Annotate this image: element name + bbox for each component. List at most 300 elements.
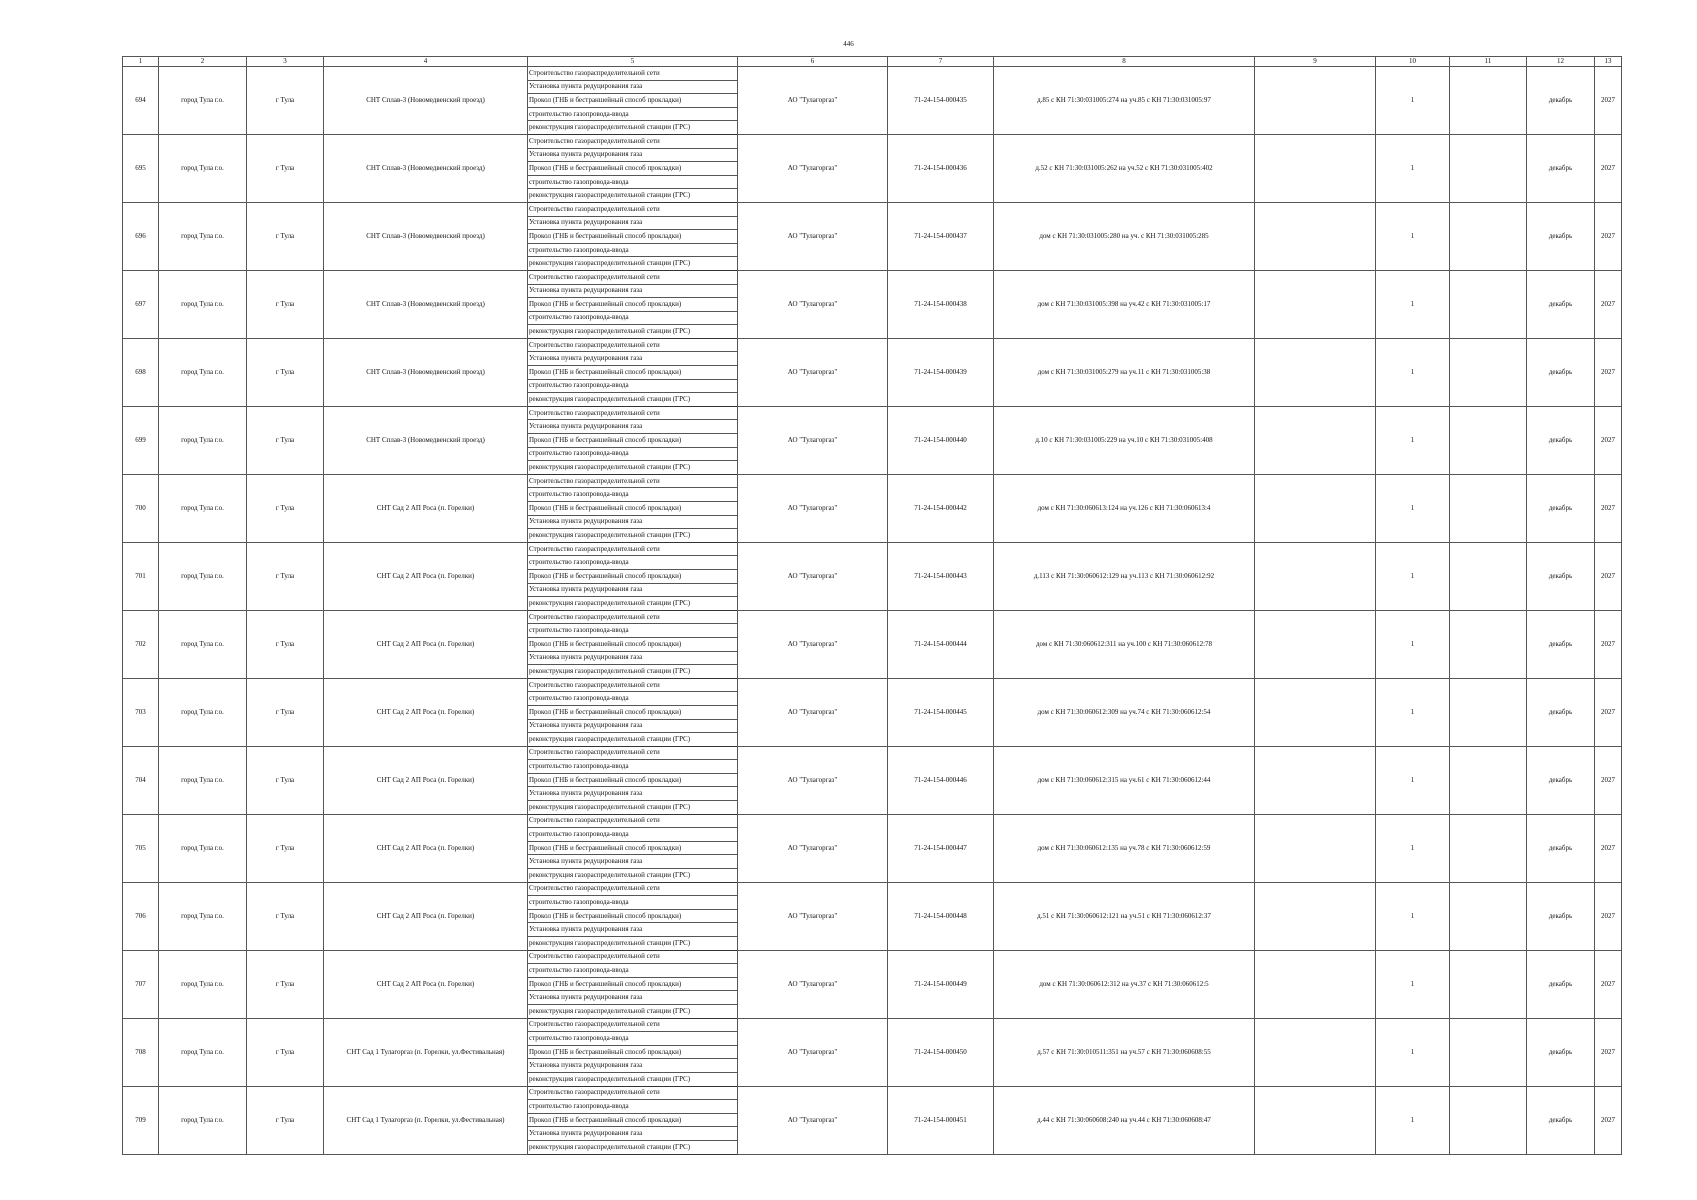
table-row (123, 950, 1622, 964)
work-item-cell: Прокол (ГНБ и бестраншейный способ прокладки) (528, 909, 738, 923)
column-11-cell (1450, 270, 1527, 338)
work-item-cell: реконструкция газораспределительной станции (ГРС) (528, 257, 738, 271)
object-cell: СНТ Сплав-3 (Новомедвенский проезд) (324, 406, 528, 474)
work-item-cell: Строительство газораспределительной сети (528, 542, 738, 556)
month-cell: декабрь (1527, 610, 1595, 678)
column-9-cell (1255, 134, 1376, 202)
municipality-cell: город Тула г.о. (159, 202, 247, 270)
header-cell: 5 (528, 57, 738, 67)
year-cell: 2027 (1595, 406, 1622, 474)
object-cell: СНТ Сплав-3 (Новомедвенский проезд) (324, 67, 528, 135)
municipality-cell: город Тула г.о. (159, 746, 247, 814)
column-11-cell (1450, 678, 1527, 746)
year-cell: 2027 (1595, 1018, 1622, 1086)
work-item-cell: Установка пункта редуцирования газа (528, 923, 738, 937)
month-cell: декабрь (1527, 474, 1595, 542)
year-cell: 2027 (1595, 950, 1622, 1018)
work-item-cell: Установка пункта редуцирования газа (528, 216, 738, 230)
header-cell: 8 (994, 57, 1255, 67)
municipality-cell: город Тула г.о. (159, 1086, 247, 1154)
table-row (123, 1086, 1622, 1100)
work-item-cell: Установка пункта редуцирования газа (528, 148, 738, 162)
work-item-cell: Установка пункта редуцирования газа (528, 80, 738, 94)
quantity-cell: 1 (1376, 542, 1450, 610)
address-cell: дом с КН 71:30:060612:315 на уч.61 с КН 71:30:060612:44 (994, 746, 1255, 814)
object-cell: СНТ Сад 1 Тулагоргаз (п. Горелки, ул.Фестивальная) (324, 1018, 528, 1086)
quantity-cell: 1 (1376, 338, 1450, 406)
work-item-cell: реконструкция газораспределительной станции (ГРС) (528, 937, 738, 951)
work-item-cell: Строительство газораспределительной сети (528, 882, 738, 896)
column-11-cell (1450, 610, 1527, 678)
object-cell: СНТ Сад 2 АП Роса (п. Горелки) (324, 950, 528, 1018)
application-code-cell: 71-24-154-000442 (888, 474, 994, 542)
quantity-cell: 1 (1376, 406, 1450, 474)
page-number: 446 (843, 40, 854, 48)
work-item-cell: Прокол (ГНБ и бестраншейный способ прокладки) (528, 977, 738, 991)
work-item-cell: Строительство газораспределительной сети (528, 746, 738, 760)
column-9-cell (1255, 950, 1376, 1018)
table-row (123, 406, 1622, 420)
column-9-cell (1255, 542, 1376, 610)
work-item-cell: реконструкция газораспределительной станции (ГРС) (528, 189, 738, 203)
work-item-cell: реконструкция газораспределительной станции (ГРС) (528, 461, 738, 475)
table-row (123, 746, 1622, 760)
work-item-cell: строительство газопровода-ввода (528, 896, 738, 910)
organization-cell: АО "Тулагоргаз" (738, 1018, 888, 1086)
header-cell: 13 (1595, 57, 1622, 67)
work-item-cell: строительство газопровода-ввода (528, 175, 738, 189)
address-cell: дом с КН 71:30:060612:312 на уч.37 с КН 71:30:060612:5 (994, 950, 1255, 1018)
work-item-cell: Установка пункта редуцирования газа (528, 1059, 738, 1073)
quantity-cell: 1 (1376, 202, 1450, 270)
header-row (123, 57, 1622, 67)
column-9-cell (1255, 1086, 1376, 1154)
row-number-cell: 696 (123, 202, 159, 270)
work-item-cell: Установка пункта редуцирования газа (528, 651, 738, 665)
column-9-cell (1255, 202, 1376, 270)
work-item-cell: реконструкция газораспределительной станции (ГРС) (528, 801, 738, 815)
column-9-cell (1255, 882, 1376, 950)
object-cell: СНТ Сад 2 АП Роса (п. Горелки) (324, 814, 528, 882)
municipality-cell: город Тула г.о. (159, 814, 247, 882)
table-row (123, 814, 1622, 828)
locality-cell: г Тула (247, 67, 324, 135)
work-item-cell: Строительство газораспределительной сети (528, 474, 738, 488)
row-number-cell: 699 (123, 406, 159, 474)
work-item-cell: Установка пункта редуцирования газа (528, 284, 738, 298)
column-11-cell (1450, 474, 1527, 542)
table-row (123, 134, 1622, 148)
year-cell: 2027 (1595, 882, 1622, 950)
work-item-cell: Строительство газораспределительной сети (528, 134, 738, 148)
application-code-cell: 71-24-154-000446 (888, 746, 994, 814)
work-item-cell: реконструкция газораспределительной станции (ГРС) (528, 393, 738, 407)
application-code-cell: 71-24-154-000436 (888, 134, 994, 202)
municipality-cell: город Тула г.о. (159, 1018, 247, 1086)
work-item-cell: строительство газопровода-ввода (528, 1100, 738, 1114)
table-row (123, 882, 1622, 896)
row-number-cell: 707 (123, 950, 159, 1018)
organization-cell: АО "Тулагоргаз" (738, 950, 888, 1018)
work-item-cell: строительство газопровода-ввода (528, 447, 738, 461)
header-cell: 12 (1527, 57, 1595, 67)
work-item-cell: Строительство газораспределительной сети (528, 202, 738, 216)
application-code-cell: 71-24-154-000445 (888, 678, 994, 746)
quantity-cell: 1 (1376, 1086, 1450, 1154)
header-cell: 1 (123, 57, 159, 67)
row-number-cell: 708 (123, 1018, 159, 1086)
locality-cell: г Тула (247, 406, 324, 474)
work-item-cell: Строительство газораспределительной сети (528, 1018, 738, 1032)
address-cell: дом с КН 71:30:060612:309 на уч.74 с КН 71:30:060612:54 (994, 678, 1255, 746)
row-number-cell: 700 (123, 474, 159, 542)
row-number-cell: 709 (123, 1086, 159, 1154)
application-code-cell: 71-24-154-000438 (888, 270, 994, 338)
work-item-cell: реконструкция газораспределительной станции (ГРС) (528, 733, 738, 747)
work-item-cell: Установка пункта редуцирования газа (528, 515, 738, 529)
municipality-cell: город Тула г.о. (159, 950, 247, 1018)
object-cell: СНТ Сад 2 АП Роса (п. Горелки) (324, 474, 528, 542)
work-item-cell: Строительство газораспределительной сети (528, 338, 738, 352)
header-cell: 3 (247, 57, 324, 67)
address-cell: д.10 с КН 71:30:031005:229 на уч.10 с КН 71:30:031005:408 (994, 406, 1255, 474)
application-code-cell: 71-24-154-000437 (888, 202, 994, 270)
header-cell: 11 (1450, 57, 1527, 67)
quantity-cell: 1 (1376, 67, 1450, 135)
work-item-cell: Прокол (ГНБ и бестраншейный способ прокладки) (528, 162, 738, 176)
work-item-cell: Строительство газораспределительной сети (528, 1086, 738, 1100)
object-cell: СНТ Сад 2 АП Роса (п. Горелки) (324, 610, 528, 678)
application-code-cell: 71-24-154-000448 (888, 882, 994, 950)
work-item-cell: строительство газопровода-ввода (528, 760, 738, 774)
address-cell: дом с КН 71:30:060612:135 на уч.78 с КН 71:30:060612:59 (994, 814, 1255, 882)
column-11-cell (1450, 338, 1527, 406)
work-item-cell: Прокол (ГНБ и бестраншейный способ прокладки) (528, 230, 738, 244)
month-cell: декабрь (1527, 678, 1595, 746)
work-item-cell: реконструкция газораспределительной станции (ГРС) (528, 1072, 738, 1086)
quantity-cell: 1 (1376, 950, 1450, 1018)
address-cell: дом с КН 71:30:060612:311 на уч.100 с КН 71:30:060612:78 (994, 610, 1255, 678)
month-cell: декабрь (1527, 814, 1595, 882)
application-code-cell: 71-24-154-000450 (888, 1018, 994, 1086)
address-cell: дом с КН 71:30:060613:124 на уч.126 с КН 71:30:060613:4 (994, 474, 1255, 542)
quantity-cell: 1 (1376, 610, 1450, 678)
table-row (123, 202, 1622, 216)
work-item-cell: Строительство газораспределительной сети (528, 67, 738, 81)
column-11-cell (1450, 1018, 1527, 1086)
locality-cell: г Тула (247, 134, 324, 202)
column-9-cell (1255, 270, 1376, 338)
address-cell: д.85 с КН 71:30:031005:274 на уч.85 с КН 71:30:031005:97 (994, 67, 1255, 135)
work-item-cell: Прокол (ГНБ и бестраншейный способ прокладки) (528, 705, 738, 719)
month-cell: декабрь (1527, 1086, 1595, 1154)
quantity-cell: 1 (1376, 270, 1450, 338)
header-cell: 7 (888, 57, 994, 67)
quantity-cell: 1 (1376, 814, 1450, 882)
work-item-cell: строительство газопровода-ввода (528, 624, 738, 638)
year-cell: 2027 (1595, 67, 1622, 135)
month-cell: декабрь (1527, 202, 1595, 270)
object-cell: СНТ Сад 1 Тулагоргаз (п. Горелки, ул.Фестивальная) (324, 1086, 528, 1154)
address-cell: д.44 с КН 71:30:060608:240 на уч.44 с КН 71:30:060608:47 (994, 1086, 1255, 1154)
table-row (123, 610, 1622, 624)
column-9-cell (1255, 610, 1376, 678)
header-cell: 2 (159, 57, 247, 67)
month-cell: декабрь (1527, 950, 1595, 1018)
column-9-cell (1255, 338, 1376, 406)
object-cell: СНТ Сплав-3 (Новомедвенский проезд) (324, 134, 528, 202)
year-cell: 2027 (1595, 542, 1622, 610)
month-cell: декабрь (1527, 542, 1595, 610)
application-code-cell: 71-24-154-000449 (888, 950, 994, 1018)
row-number-cell: 705 (123, 814, 159, 882)
column-11-cell (1450, 542, 1527, 610)
month-cell: декабрь (1527, 270, 1595, 338)
column-9-cell (1255, 746, 1376, 814)
header-cell: 4 (324, 57, 528, 67)
quantity-cell: 1 (1376, 474, 1450, 542)
object-cell: СНТ Сад 2 АП Роса (п. Горелки) (324, 746, 528, 814)
column-11-cell (1450, 202, 1527, 270)
organization-cell: АО "Тулагоргаз" (738, 882, 888, 950)
row-number-cell: 702 (123, 610, 159, 678)
year-cell: 2027 (1595, 270, 1622, 338)
object-cell: СНТ Сад 2 АП Роса (п. Горелки) (324, 542, 528, 610)
locality-cell: г Тула (247, 542, 324, 610)
row-number-cell: 695 (123, 134, 159, 202)
object-cell: СНТ Сад 2 АП Роса (п. Горелки) (324, 678, 528, 746)
organization-cell: АО "Тулагоргаз" (738, 134, 888, 202)
row-number-cell: 701 (123, 542, 159, 610)
municipality-cell: город Тула г.о. (159, 406, 247, 474)
work-item-cell: Строительство газораспределительной сети (528, 950, 738, 964)
locality-cell: г Тула (247, 882, 324, 950)
quantity-cell: 1 (1376, 134, 1450, 202)
month-cell: декабрь (1527, 882, 1595, 950)
organization-cell: АО "Тулагоргаз" (738, 474, 888, 542)
header-cell: 6 (738, 57, 888, 67)
locality-cell: г Тула (247, 202, 324, 270)
organization-cell: АО "Тулагоргаз" (738, 270, 888, 338)
locality-cell: г Тула (247, 950, 324, 1018)
municipality-cell: город Тула г.о. (159, 270, 247, 338)
month-cell: декабрь (1527, 406, 1595, 474)
column-11-cell (1450, 814, 1527, 882)
organization-cell: АО "Тулагоргаз" (738, 814, 888, 882)
work-item-cell: Прокол (ГНБ и бестраншейный способ прокладки) (528, 1113, 738, 1127)
work-item-cell: строительство газопровода-ввода (528, 379, 738, 393)
work-item-cell: Установка пункта редуцирования газа (528, 719, 738, 733)
application-code-cell: 71-24-154-000440 (888, 406, 994, 474)
table-row (123, 542, 1622, 556)
year-cell: 2027 (1595, 474, 1622, 542)
table-body (123, 57, 1622, 1155)
work-item-cell: Прокол (ГНБ и бестраншейный способ прокладки) (528, 637, 738, 651)
municipality-cell: город Тула г.о. (159, 610, 247, 678)
locality-cell: г Тула (247, 814, 324, 882)
application-code-cell: 71-24-154-000439 (888, 338, 994, 406)
column-9-cell (1255, 406, 1376, 474)
municipality-cell: город Тула г.о. (159, 678, 247, 746)
locality-cell: г Тула (247, 1018, 324, 1086)
table-row (123, 270, 1622, 284)
row-number-cell: 694 (123, 67, 159, 135)
column-9-cell (1255, 474, 1376, 542)
year-cell: 2027 (1595, 814, 1622, 882)
municipality-cell: город Тула г.о. (159, 67, 247, 135)
address-cell: дом с КН 71:30:031005:279 на уч.11 с КН 71:30:031005:38 (994, 338, 1255, 406)
municipality-cell: город Тула г.о. (159, 882, 247, 950)
work-item-cell: строительство газопровода-ввода (528, 107, 738, 121)
locality-cell: г Тула (247, 678, 324, 746)
work-item-cell: Строительство газораспределительной сети (528, 678, 738, 692)
organization-cell: АО "Тулагоргаз" (738, 610, 888, 678)
locality-cell: г Тула (247, 270, 324, 338)
year-cell: 2027 (1595, 1086, 1622, 1154)
year-cell: 2027 (1595, 202, 1622, 270)
work-item-cell: Установка пункта редуцирования газа (528, 352, 738, 366)
work-item-cell: Строительство газораспределительной сети (528, 610, 738, 624)
object-cell: СНТ Сплав-3 (Новомедвенский проезд) (324, 270, 528, 338)
application-code-cell: 71-24-154-000444 (888, 610, 994, 678)
quantity-cell: 1 (1376, 746, 1450, 814)
work-item-cell: Прокол (ГНБ и бестраншейный способ прокладки) (528, 841, 738, 855)
work-item-cell: Установка пункта редуцирования газа (528, 1127, 738, 1141)
header-cell: 10 (1376, 57, 1450, 67)
column-11-cell (1450, 134, 1527, 202)
locality-cell: г Тула (247, 1086, 324, 1154)
year-cell: 2027 (1595, 746, 1622, 814)
address-cell: дом с КН 71:30:031005:398 на уч.42 с КН 71:30:031005:17 (994, 270, 1255, 338)
work-item-cell: строительство газопровода-ввода (528, 692, 738, 706)
row-number-cell: 698 (123, 338, 159, 406)
work-item-cell: реконструкция газораспределительной станции (ГРС) (528, 869, 738, 883)
column-9-cell (1255, 678, 1376, 746)
municipality-cell: город Тула г.о. (159, 338, 247, 406)
column-11-cell (1450, 406, 1527, 474)
application-code-cell: 71-24-154-000447 (888, 814, 994, 882)
application-code-cell: 71-24-154-000451 (888, 1086, 994, 1154)
work-item-cell: Установка пункта редуцирования газа (528, 583, 738, 597)
month-cell: декабрь (1527, 67, 1595, 135)
work-item-cell: строительство газопровода-ввода (528, 828, 738, 842)
work-item-cell: строительство газопровода-ввода (528, 488, 738, 502)
work-item-cell: строительство газопровода-ввода (528, 556, 738, 570)
address-cell: дом с КН 71:30:031005:280 на уч. с КН 71:30:031005:285 (994, 202, 1255, 270)
locality-cell: г Тула (247, 746, 324, 814)
column-9-cell (1255, 1018, 1376, 1086)
month-cell: декабрь (1527, 1018, 1595, 1086)
organization-cell: АО "Тулагоргаз" (738, 746, 888, 814)
address-cell: д.113 с КН 71:30:060612:129 на уч.113 с КН 71:30:060612:92 (994, 542, 1255, 610)
table-row (123, 1018, 1622, 1032)
work-item-cell: реконструкция газораспределительной станции (ГРС) (528, 121, 738, 135)
object-cell: СНТ Сад 2 АП Роса (п. Горелки) (324, 882, 528, 950)
work-item-cell: Строительство газораспределительной сети (528, 814, 738, 828)
locality-cell: г Тула (247, 474, 324, 542)
organization-cell: АО "Тулагоргаз" (738, 338, 888, 406)
header-cell: 9 (1255, 57, 1376, 67)
municipality-cell: город Тула г.о. (159, 542, 247, 610)
column-11-cell (1450, 882, 1527, 950)
month-cell: декабрь (1527, 746, 1595, 814)
year-cell: 2027 (1595, 610, 1622, 678)
month-cell: декабрь (1527, 338, 1595, 406)
column-9-cell (1255, 814, 1376, 882)
work-item-cell: строительство газопровода-ввода (528, 1032, 738, 1046)
work-item-cell: строительство газопровода-ввода (528, 964, 738, 978)
address-cell: д.52 с КН 71:30:031005:262 на уч.52 с КН 71:30:031005:402 (994, 134, 1255, 202)
object-cell: СНТ Сплав-3 (Новомедвенский проезд) (324, 202, 528, 270)
work-item-cell: реконструкция газораспределительной станции (ГРС) (528, 1140, 738, 1154)
locality-cell: г Тула (247, 610, 324, 678)
work-item-cell: реконструкция газораспределительной станции (ГРС) (528, 665, 738, 679)
work-item-cell: реконструкция газораспределительной станции (ГРС) (528, 325, 738, 339)
organization-cell: АО "Тулагоргаз" (738, 542, 888, 610)
month-cell: декабрь (1527, 134, 1595, 202)
work-item-cell: Прокол (ГНБ и бестраншейный способ прокладки) (528, 434, 738, 448)
work-item-cell: реконструкция газораспределительной станции (ГРС) (528, 529, 738, 543)
locality-cell: г Тула (247, 338, 324, 406)
table-row (123, 67, 1622, 81)
address-cell: д.57 с КН 71:30:010511:351 на уч.57 с КН 71:30:060608:55 (994, 1018, 1255, 1086)
year-cell: 2027 (1595, 678, 1622, 746)
organization-cell: АО "Тулагоргаз" (738, 67, 888, 135)
address-cell: д.51 с КН 71:30:060612:121 на уч.51 с КН 71:30:060612:37 (994, 882, 1255, 950)
work-item-cell: Установка пункта редуцирования газа (528, 420, 738, 434)
work-item-cell: Строительство газораспределительной сети (528, 270, 738, 284)
municipality-cell: город Тула г.о. (159, 474, 247, 542)
table-row (123, 678, 1622, 692)
work-item-cell: Прокол (ГНБ и бестраншейный способ прокладки) (528, 502, 738, 516)
row-number-cell: 697 (123, 270, 159, 338)
column-11-cell (1450, 67, 1527, 135)
municipality-cell: город Тула г.о. (159, 134, 247, 202)
work-item-cell: Прокол (ГНБ и бестраншейный способ прокладки) (528, 94, 738, 108)
column-11-cell (1450, 746, 1527, 814)
organization-cell: АО "Тулагоргаз" (738, 202, 888, 270)
year-cell: 2027 (1595, 338, 1622, 406)
table-row (123, 338, 1622, 352)
application-code-cell: 71-24-154-000443 (888, 542, 994, 610)
works-table (122, 56, 1622, 1155)
work-item-cell: Установка пункта редуцирования газа (528, 855, 738, 869)
organization-cell: АО "Тулагоргаз" (738, 406, 888, 474)
column-11-cell (1450, 1086, 1527, 1154)
organization-cell: АО "Тулагоргаз" (738, 1086, 888, 1154)
year-cell: 2027 (1595, 134, 1622, 202)
row-number-cell: 706 (123, 882, 159, 950)
work-item-cell: Прокол (ГНБ и бестраншейный способ прокладки) (528, 298, 738, 312)
work-item-cell: Прокол (ГНБ и бестраншейный способ прокладки) (528, 366, 738, 380)
work-item-cell: строительство газопровода-ввода (528, 243, 738, 257)
work-item-cell: строительство газопровода-ввода (528, 311, 738, 325)
work-item-cell: Прокол (ГНБ и бестраншейный способ прокладки) (528, 1045, 738, 1059)
table-row (123, 474, 1622, 488)
work-item-cell: Прокол (ГНБ и бестраншейный способ прокладки) (528, 569, 738, 583)
quantity-cell: 1 (1376, 882, 1450, 950)
row-number-cell: 703 (123, 678, 159, 746)
work-item-cell: Прокол (ГНБ и бестраншейный способ прокладки) (528, 773, 738, 787)
work-item-cell: реконструкция газораспределительной станции (ГРС) (528, 1004, 738, 1018)
column-9-cell (1255, 67, 1376, 135)
object-cell: СНТ Сплав-3 (Новомедвенский проезд) (324, 338, 528, 406)
organization-cell: АО "Тулагоргаз" (738, 678, 888, 746)
quantity-cell: 1 (1376, 1018, 1450, 1086)
work-item-cell: реконструкция газораспределительной станции (ГРС) (528, 597, 738, 611)
work-item-cell: Строительство газораспределительной сети (528, 406, 738, 420)
quantity-cell: 1 (1376, 678, 1450, 746)
